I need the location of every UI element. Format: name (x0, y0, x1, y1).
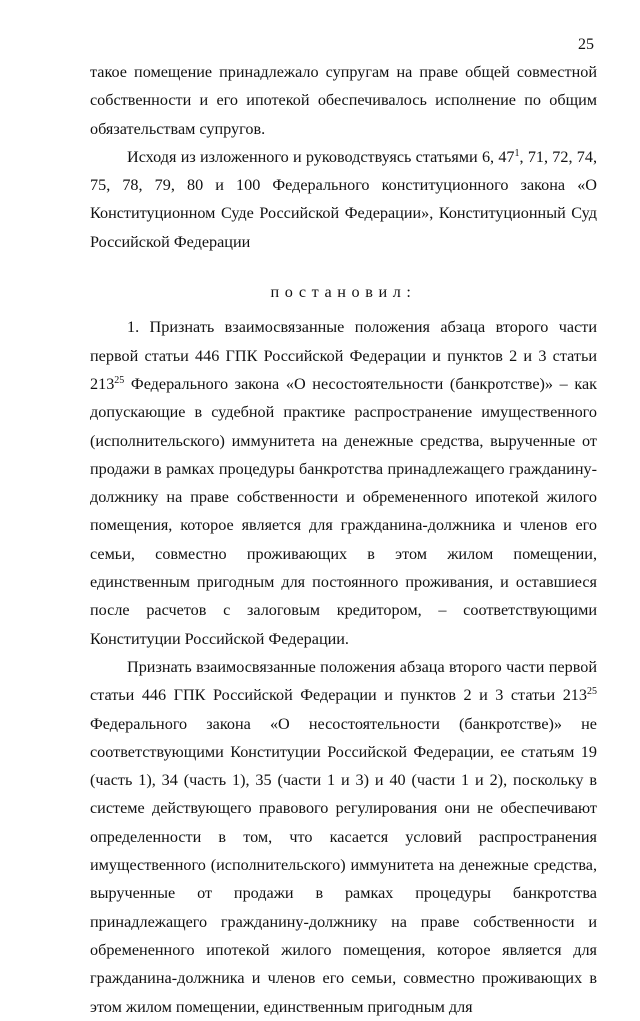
paragraph-4-text-b: Федерального закона «О несостоятельности (банкротстве)» не соответствующими Конституции Российской Федерации, ее статьям 19 (часть 1), 34 (часть 1), 35 (части 1 и 3) и 40 (части 1 и 2), поскольку в системе действующего правового регулирования они не обеспечивают определенности в том, что касается условий распространения имущественного (исполнительского) иммунитета на денежные средства, вырученные от продажи в рамках процедуры банкротства принадлежащего гражданину-должнику на праве собственности и обремененного ипотекой жилого помещения, которое является для гражданина-должника и членов его семьи, совместно проживающих в этом жилом помещении, единственным пригодным для (90, 714, 597, 1016)
paragraph-2-text-b: , 71, 72, 74, 75, 78, 79, 80 и 100 Федерального конституционного закона «О Конституционном Суде Российской Федерации», Конституционный Суд Российской Федерации (90, 147, 598, 251)
paragraph-3 (90, 313, 597, 653)
paragraph-1: такое помещение принадлежало супругам на праве общей совместной собственности и его ипотекой обеспечивалось исполнение по общим обязательствам супругов. (90, 63, 597, 138)
superscript-213-25-second: 25 (587, 686, 597, 698)
superscript-213-25: 25 (114, 374, 125, 386)
document-body (90, 58, 597, 1021)
verdict-heading: постановил: (270, 283, 417, 302)
paragraph-2 (90, 143, 597, 256)
paragraph-3-text-b: Федерального закона «О несостоятельности (банкротстве)» – как допускающие в судебной практике распространение имущественного (исполнительского) иммунитета на денежные средства, вырученные от продажи в рамках процедуры банкротства принадлежащего гражданину-должнику на праве собственности и обремененного ипотекой жилого помещения, которое является для гражданина-должника и членов его семьи, совместно проживающих в этом жилом помещении, единственным пригодным для постоянного проживания, и оставшиеся после расчетов с залоговым кредитором, – соответствующими Конституции Российской Федерации. (90, 374, 597, 648)
paragraph-2-text-a: Исходя из изложенного и руководствуясь статьями 6, 47 (127, 147, 515, 166)
page-number: 25 (578, 36, 594, 53)
paragraph-4-text-a: Признать взаимосвязанные положения абзаца второго части первой статьи 446 ГПК Российской Федерации и пунктов 2 и 3 статьи 213 (90, 657, 597, 705)
paragraph-3-text-a: 1. Признать взаимосвязанные положения абзаца второго части первой статьи 446 ГПК Российской Федерации и пунктов 2 и 3 статьи 213 (90, 318, 597, 393)
paragraph-4 (90, 653, 597, 1021)
superscript-47-1: 1 (514, 147, 520, 159)
